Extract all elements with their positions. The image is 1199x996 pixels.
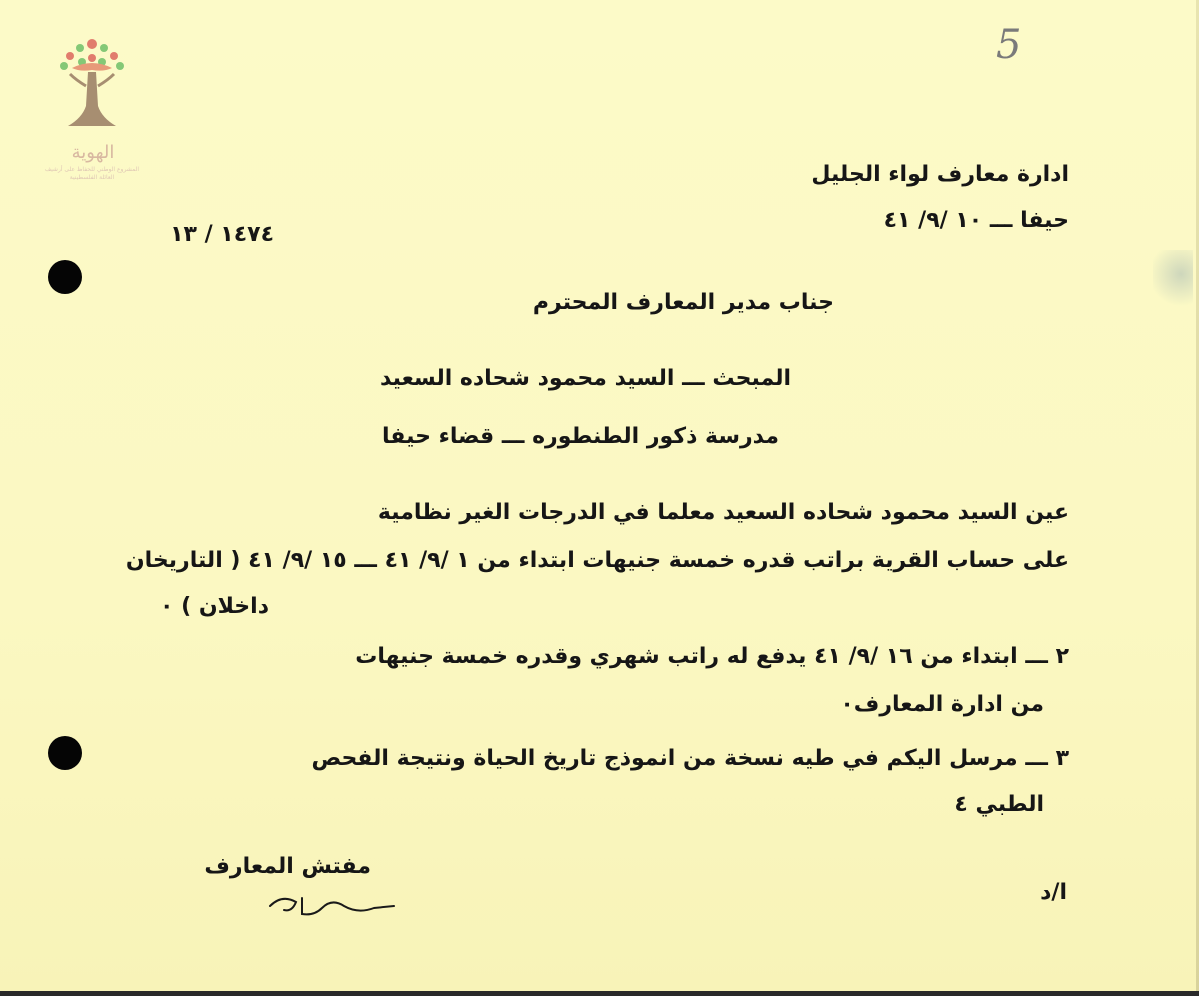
item-2-line-1: ٢ ـــ ابتداء من ١٦ /٩/ ٤١ يدفع له راتب شهري وقدره خمسة جنيهات [355,644,1069,669]
body-line-2: على حساب القرية براتب قدره خمسة جنيهات ابتداء من ١ /٩/ ٤١ ـــ ١٥ /٩/ ٤١ ( التاريخان [125,548,1069,573]
watermark-name: الهوية [71,142,115,163]
subject-line-1: المبحث ـــ السيد محمود شحاده السعيد [379,366,791,391]
watermark-subtitle: المشروع الوطني للحفاظ على أرشيف العائلة الفلسطينية [44,166,140,181]
item-3-line-1: ٣ ـــ مرسل اليكم في طيه نسخة من انموذج تاريخ الحياة ونتيجة الفحص [311,746,1069,771]
page-edge-bottom [0,991,1199,996]
paper-stain [1153,250,1193,310]
addressee: جناب مدير المعارف المحترم [532,290,834,315]
punch-hole-top [48,260,82,294]
page-number: 5 [996,22,1022,68]
initials: ا/د [1040,880,1067,905]
body-line-3: داخلان ) ٠ [160,594,269,619]
punch-hole-bottom [48,736,82,770]
office-name: ادارة معارف لواء الجليل [811,162,1069,187]
item-2-line-2: من ادارة المعارف٠ [840,692,1044,717]
item-3-line-2: الطبي ٤ [954,792,1044,817]
handwritten-signature [262,884,402,924]
place-date: حيفا ـــ ١٠ /٩/ ٤١ [883,208,1069,233]
subject-line-2: مدرسة ذكور الطنطوره ـــ قضاء حيفا [382,424,779,449]
tree-logo-icon [52,36,132,136]
body-line-1: عين السيد محمود شحاده السعيد معلما في الدرجات الغير نظامية [377,500,1069,525]
signatory-title: مفتش المعارف [204,854,371,879]
reference-number: ١٤٧٤ / ١٣ [170,222,274,247]
